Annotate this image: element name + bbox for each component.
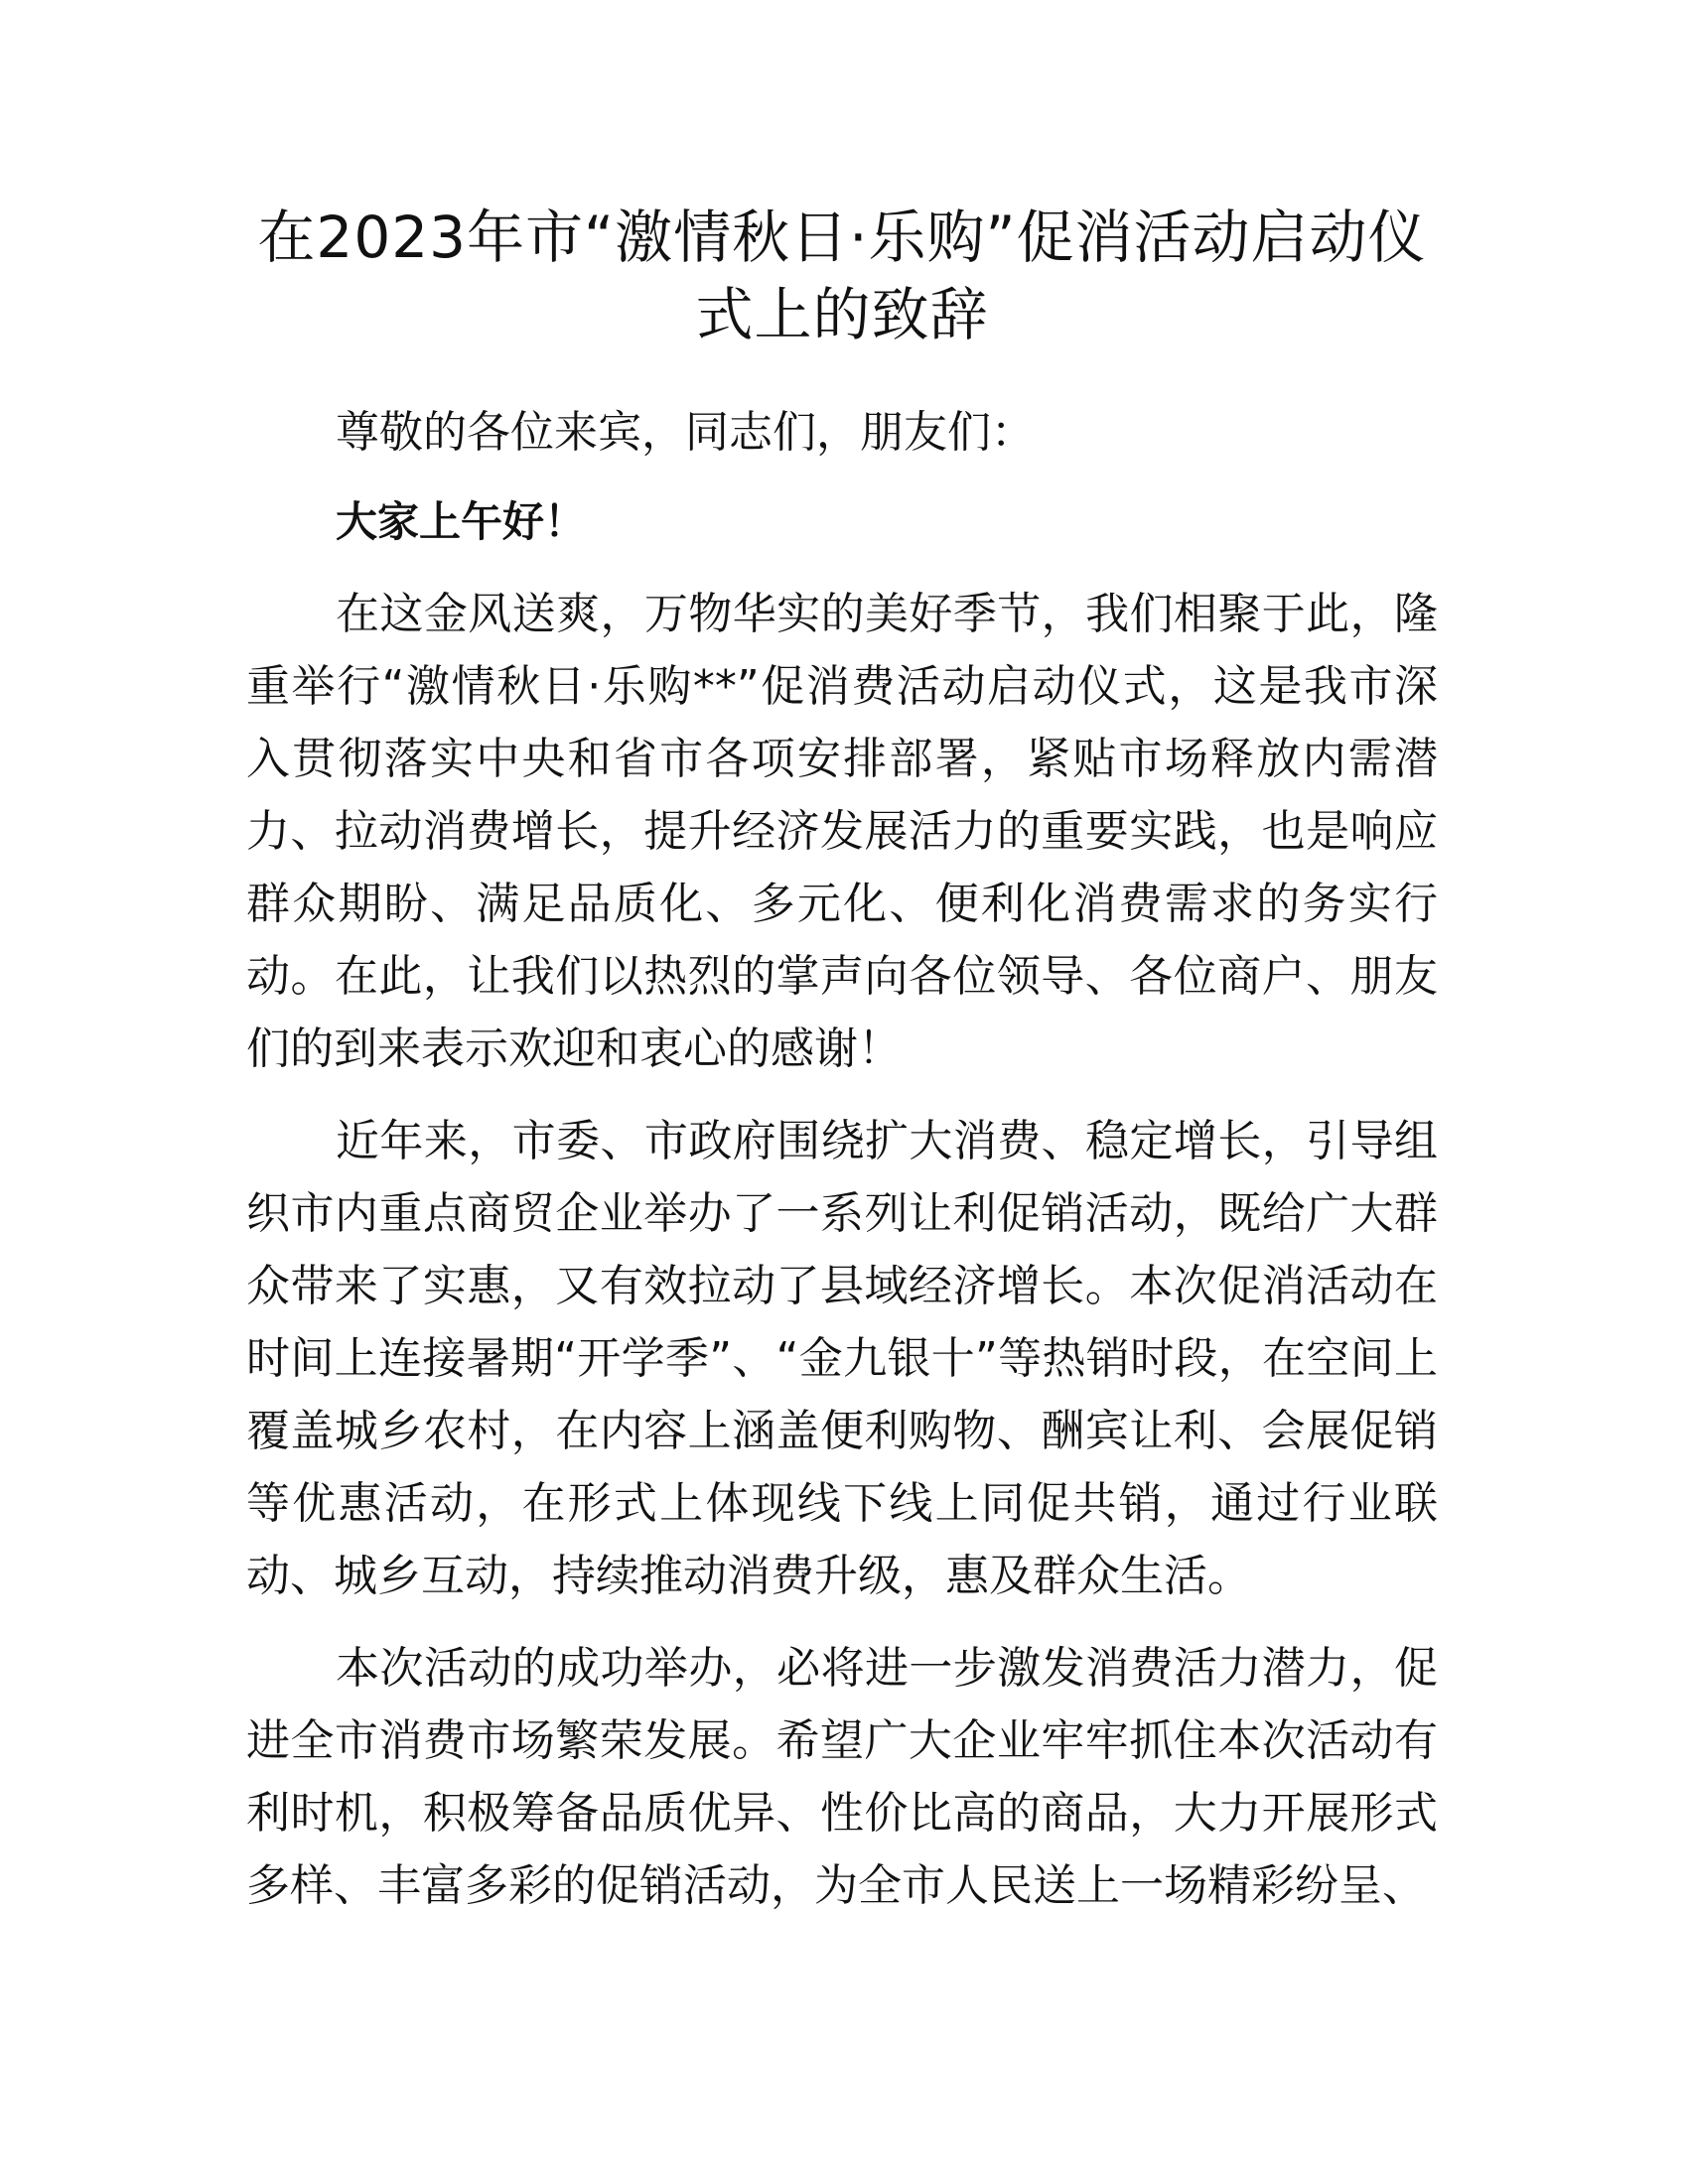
salutation: 尊敬的各位来宾，同志们，朋友们： — [336, 407, 1035, 458]
greeting: 大家上午好！ — [336, 497, 587, 546]
body-paragraph-1: 在这金风送爽，万物华实的美好季节，我们相聚于此，隆重举行“激情秋日·乐购**”促消费活动启动仪式，这是我市深入贯彻落实中央和省市各项安排部署，紧贴市场释放内需潜力、拉动消费增长，提升经济发展活力的重要实践，也是响应群众期盼、满足品质化、多元化、便利化消费需求的务实行动。在此，让我们以热烈的掌声向各位领导、各位商户、朋友们的到来表示欢迎和衷心的感谢！ — [246, 589, 1438, 1074]
body-paragraph-3: 本次活动的成功举办，必将进一步激发消费活力潜力，促进全市消费市场繁荣发展。希望广大企业牢牢抓住本次活动有利时机，积极筹备品质优异、性价比高的商品，大力开展形式多样、丰富多彩的促销活动，为全市人民送上一场精彩纷呈、 — [246, 1643, 1438, 1911]
document-page — [246, 199, 1438, 1922]
body-paragraph-2: 近年来，市委、市政府围绕扩大消费、稳定增长，引导组织市内重点商贸企业举办了一系列让利促销活动，既给广大群众带来了实惠，又有效拉动了县域经济增长。本次促消活动在时间上连接暑期“开学季”、“金九银十”等热销时段，在空间上覆盖城乡农村，在内容上涵盖便利购物、酬宾让利、会展促销等优惠活动，在形式上体现线下线上同促共销，通过行业联动、城乡互动，持续推动消费升级，惠及群众生活。 — [246, 1116, 1438, 1601]
document-title: 在2023年市“激情秋日·乐购”促消活动启动仪式上的致辞 — [257, 204, 1427, 348]
